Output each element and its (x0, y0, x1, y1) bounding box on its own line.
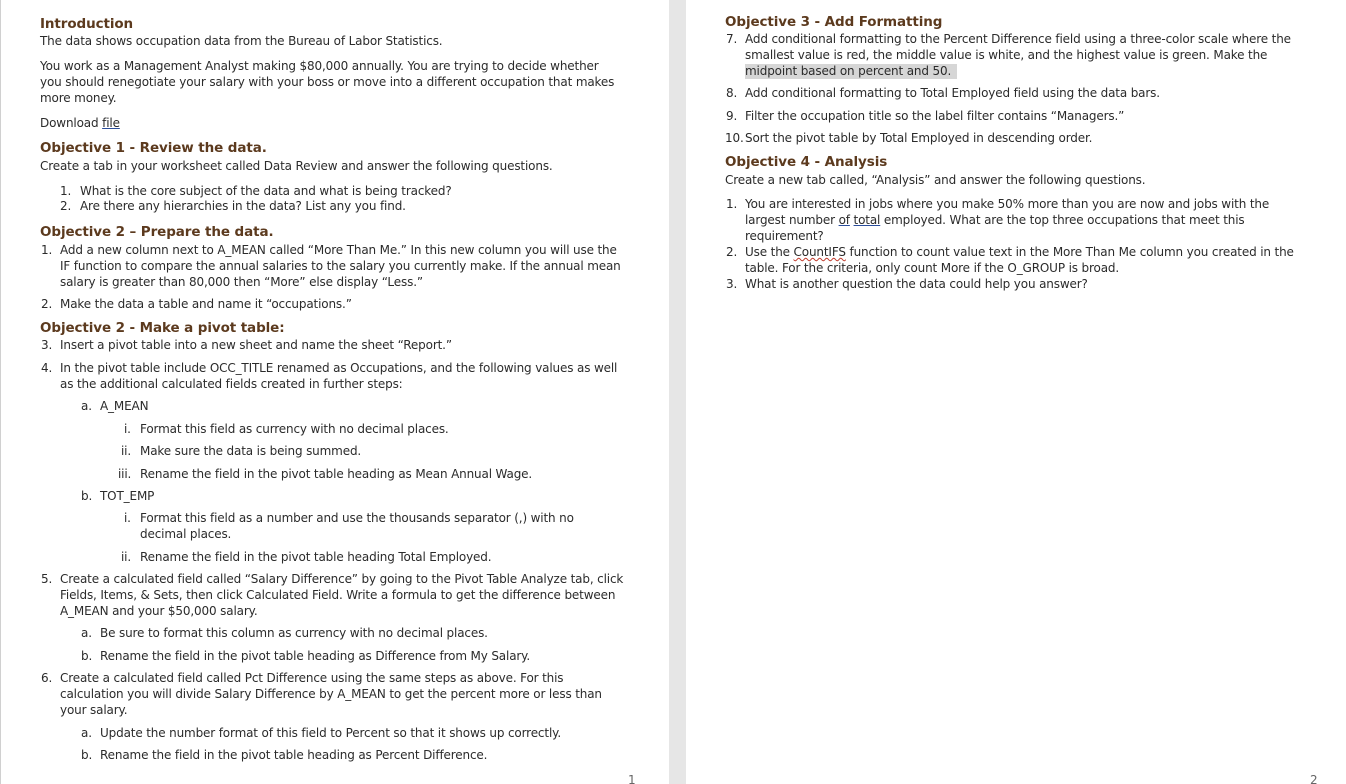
list-letter: b. (81, 489, 93, 503)
list-item-line: Create a calculated field called “Salary Difference” by going to the Pivot Table Analyze tab, click (60, 572, 624, 586)
list-item: Add conditional formatting to Total Employed field using the data bars. (745, 86, 1160, 100)
list-item-line (745, 212, 1245, 228)
list-item: Sort the pivot table by Total Employed in descending order. (745, 131, 1093, 145)
list-item-line: Add a new column next to A_MEAN called “More Than Me.” In this new column you will use the (60, 243, 617, 257)
list-number: 2. (41, 297, 53, 311)
text-run: Use the (745, 245, 794, 259)
list-item: Rename the field in the pivot table heading as Mean Annual Wage. (140, 467, 533, 481)
list-item-line: salary is greater than 80,000 then “More” else display “Less.” (60, 275, 423, 289)
text-run: employed. What are the top three occupations that meet this (880, 213, 1245, 227)
list-number: 3. (726, 277, 738, 291)
list-item-line: Fields, Items, & Sets, then click Calculated Field. Write a formula to get the difference between (60, 588, 616, 602)
list-number: 6. (41, 671, 53, 685)
download-line (40, 115, 120, 131)
objective-1-intro: Create a tab in your worksheet called Data Review and answer the following questions. (40, 159, 553, 173)
list-number: 10. (725, 131, 744, 145)
list-item: Filter the occupation title so the label filter contains “Managers.” (745, 109, 1125, 123)
spellcheck-word[interactable]: CountIFS (793, 245, 846, 259)
list-item: Rename the field in the pivot table heading as Difference from My Salary. (100, 649, 531, 663)
list-item: Make sure the data is being summed. (140, 444, 362, 458)
list-item: Rename the field in the pivot table heading Total Employed. (140, 550, 492, 564)
list-item: Insert a pivot table into a new sheet and name the sheet “Report.” (60, 338, 452, 352)
list-letter: a. (81, 626, 92, 640)
list-roman: ii. (121, 444, 132, 458)
list-roman: i. (124, 422, 131, 436)
list-item: Format this field as currency with no decimal places. (140, 422, 449, 436)
highlighted-line (745, 63, 957, 79)
page-number: 1 (628, 773, 636, 784)
list-number: 1. (726, 197, 738, 211)
intro-paragraph-2-line-3: more money. (40, 91, 117, 105)
list-item-line: Format this field as a number and use the thousands separator (,) with no (140, 511, 574, 525)
list-item: What is the core subject of the data and what is being tracked? (80, 184, 452, 198)
list-item: Rename the field in the pivot table heading as Percent Difference. (100, 748, 488, 762)
list-item: Be sure to format this column as currency with no decimal places. (100, 626, 488, 640)
list-roman: ii. (121, 550, 132, 564)
list-item-line: requirement? (745, 229, 824, 243)
underlined-word: total (853, 213, 881, 227)
objective-4-heading: Objective 4 - Analysis (725, 154, 888, 170)
list-letter: a. (81, 726, 92, 740)
list-letter: b. (81, 649, 93, 663)
selection-highlight[interactable]: midpoint based on percent and 50. (745, 64, 957, 79)
list-item-line: smallest value is red, the middle value is white, and the highest value is green. Make the (745, 48, 1268, 62)
list-number: 1. (60, 184, 72, 198)
list-number: 7. (726, 32, 738, 46)
list-item-line: A_MEAN and your $50,000 salary. (60, 604, 258, 618)
objective-4-intro: Create a new tab called, “Analysis” and answer the following questions. (725, 173, 1146, 187)
list-item: A_MEAN (100, 399, 149, 413)
list-item-line: decimal places. (140, 527, 232, 541)
list-letter: a. (81, 399, 92, 413)
objective-1-heading: Objective 1 - Review the data. (40, 140, 267, 156)
text-run: function to count value text in the More Than Me column you created in the (845, 245, 1294, 259)
list-item: Make the data a table and name it “occupations.” (60, 297, 352, 311)
page-number: 2 (1310, 773, 1318, 784)
list-item-line: In the pivot table include OCC_TITLE renamed as Occupations, and the following values as well (60, 361, 618, 375)
download-file-link[interactable]: file (102, 116, 120, 130)
list-item: TOT_EMP (100, 489, 155, 503)
text-run: largest number (745, 213, 839, 227)
download-text: Download (40, 116, 103, 130)
list-item-line: Add conditional formatting to the Percent Difference field using a three-color scale where the (745, 32, 1291, 46)
list-number: 9. (726, 109, 738, 123)
document-page-1 (0, 0, 669, 784)
list-item-line: as the additional calculated fields created in further steps: (60, 377, 403, 391)
introduction-heading: Introduction (40, 16, 134, 32)
list-number: 2. (726, 245, 738, 259)
list-item-line: Create a calculated field called Pct Difference using the same steps as above. For this (60, 671, 564, 685)
list-number: 2. (60, 199, 72, 213)
list-item-line (745, 244, 1294, 260)
list-item-line: calculation you will divide Salary Difference by A_MEAN to get the percent more or less than (60, 687, 602, 701)
document-page-2 (686, 0, 1346, 784)
list-item: Update the number format of this field to Percent so that it shows up correctly. (100, 726, 562, 740)
objective-2-pivot-heading: Objective 2 - Make a pivot table: (40, 320, 285, 336)
list-number: 1. (41, 243, 53, 257)
list-item-line: your salary. (60, 703, 128, 717)
underlined-word: of (838, 213, 850, 227)
list-roman: i. (124, 511, 131, 525)
objective-3-heading: Objective 3 - Add Formatting (725, 14, 943, 30)
objective-2-heading: Objective 2 – Prepare the data. (40, 224, 274, 240)
list-number: 4. (41, 361, 53, 375)
list-item: What is another question the data could help you answer? (745, 277, 1088, 291)
list-item: Are there any hierarchies in the data? List any you find. (80, 199, 406, 213)
list-item-line: table. For the criteria, only count More if the O_GROUP is broad. (745, 261, 1120, 275)
list-number: 8. (726, 86, 738, 100)
intro-paragraph-2-line-2: you should renegotiate your salary with your boss or move into a different occupation that makes (40, 75, 615, 89)
list-number: 3. (41, 338, 53, 352)
list-roman: iii. (118, 467, 132, 481)
intro-paragraph-1: The data shows occupation data from the Bureau of Labor Statistics. (40, 34, 443, 48)
intro-paragraph-2-line-1: You work as a Management Analyst making $80,000 annually. You are trying to decide whether (40, 59, 599, 73)
list-number: 5. (41, 572, 53, 586)
list-item-line: IF function to compare the annual salaries to the salary you currently make. If the annual mean (60, 259, 621, 273)
list-item-line: You are interested in jobs where you make 50% more than you are now and jobs with the (745, 197, 1270, 211)
list-letter: b. (81, 748, 93, 762)
